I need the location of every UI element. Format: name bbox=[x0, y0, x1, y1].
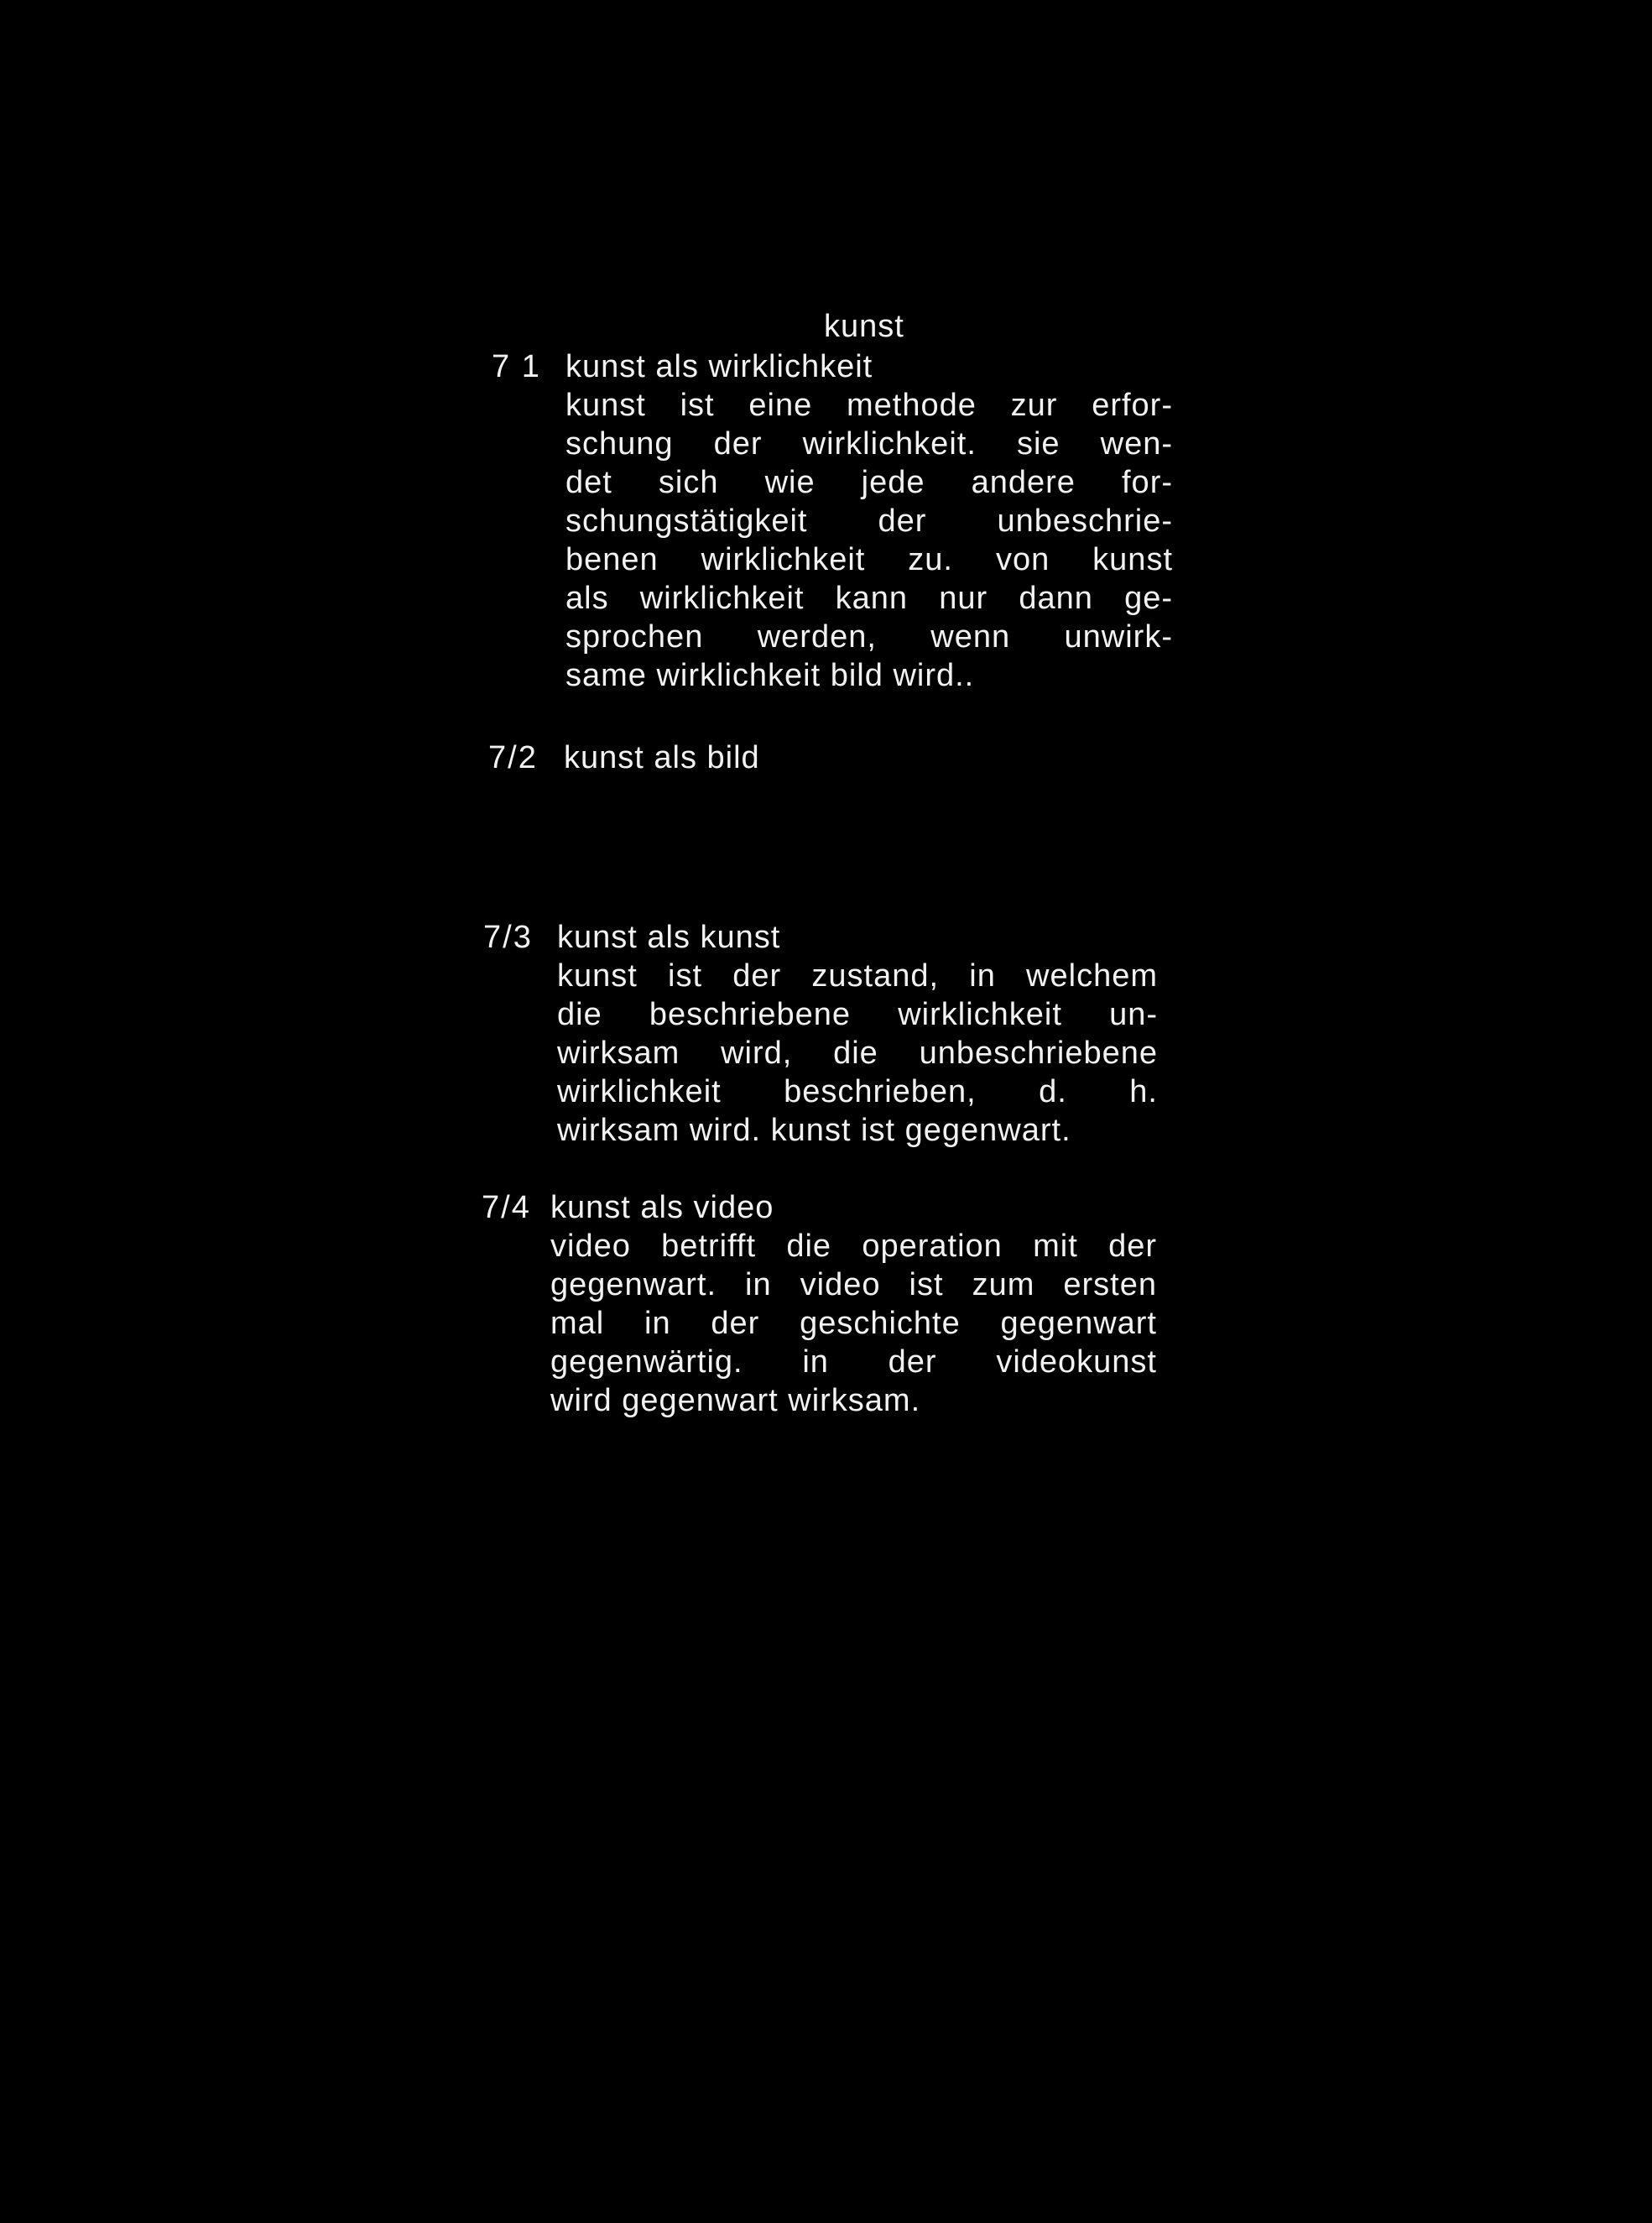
text-line: kunst ist der zustand, in welchem bbox=[557, 958, 1158, 994]
text-line: video betrifft die operation mit der bbox=[550, 1229, 1157, 1264]
text-line: kunst ist eine methode zur erfor- bbox=[565, 388, 1173, 423]
section-text bbox=[565, 386, 1173, 695]
text-line: wirksam wird, die unbeschriebene bbox=[557, 1036, 1158, 1071]
section-number: 7/2 bbox=[488, 740, 538, 775]
text-line: gegenwärtig. in der videokunst bbox=[550, 1344, 1157, 1380]
section-body bbox=[557, 918, 1158, 1150]
section-body bbox=[564, 738, 1168, 777]
section-heading: kunst als wirklichkeit bbox=[565, 349, 873, 384]
text-line: wirklichkeit beschrieben, d. h. bbox=[557, 1074, 1158, 1109]
section-heading: kunst als bild bbox=[564, 740, 760, 775]
text-line: schungstätigkeit der unbeschrie- bbox=[565, 504, 1173, 539]
section-text bbox=[550, 1227, 1157, 1420]
text-line: schung der wirklichkeit. sie wen- bbox=[565, 426, 1173, 462]
text-line: benen wirklichkeit zu. von kunst bbox=[565, 542, 1173, 577]
section-body bbox=[565, 347, 1173, 695]
text-line: sprochen werden, wenn unwirk- bbox=[565, 619, 1173, 655]
page-title: kunst bbox=[824, 309, 904, 344]
text-line: als wirklichkeit kann nur dann ge- bbox=[565, 581, 1173, 616]
section-text bbox=[557, 957, 1158, 1150]
section-number: 7/3 bbox=[483, 920, 533, 955]
text-line: det sich wie jede andere for- bbox=[565, 465, 1173, 500]
text-line: wirksam wird. kunst ist gegenwart. bbox=[557, 1113, 1071, 1148]
text-line: die beschriebene wirklichkeit un- bbox=[557, 997, 1158, 1032]
text-line: wird gegenwart wirksam. bbox=[550, 1383, 921, 1418]
text-line: mal in der geschichte gegenwart bbox=[550, 1306, 1157, 1341]
section-heading: kunst als video bbox=[550, 1190, 774, 1225]
section-number: 7/4 bbox=[482, 1190, 531, 1225]
section-heading: kunst als kunst bbox=[557, 920, 781, 955]
text-line: same wirklichkeit bild wird.. bbox=[565, 658, 975, 693]
section-number: 7 1 bbox=[492, 349, 541, 384]
section-body bbox=[550, 1188, 1157, 1420]
text-line: gegenwart. in video ist zum ersten bbox=[550, 1267, 1157, 1302]
